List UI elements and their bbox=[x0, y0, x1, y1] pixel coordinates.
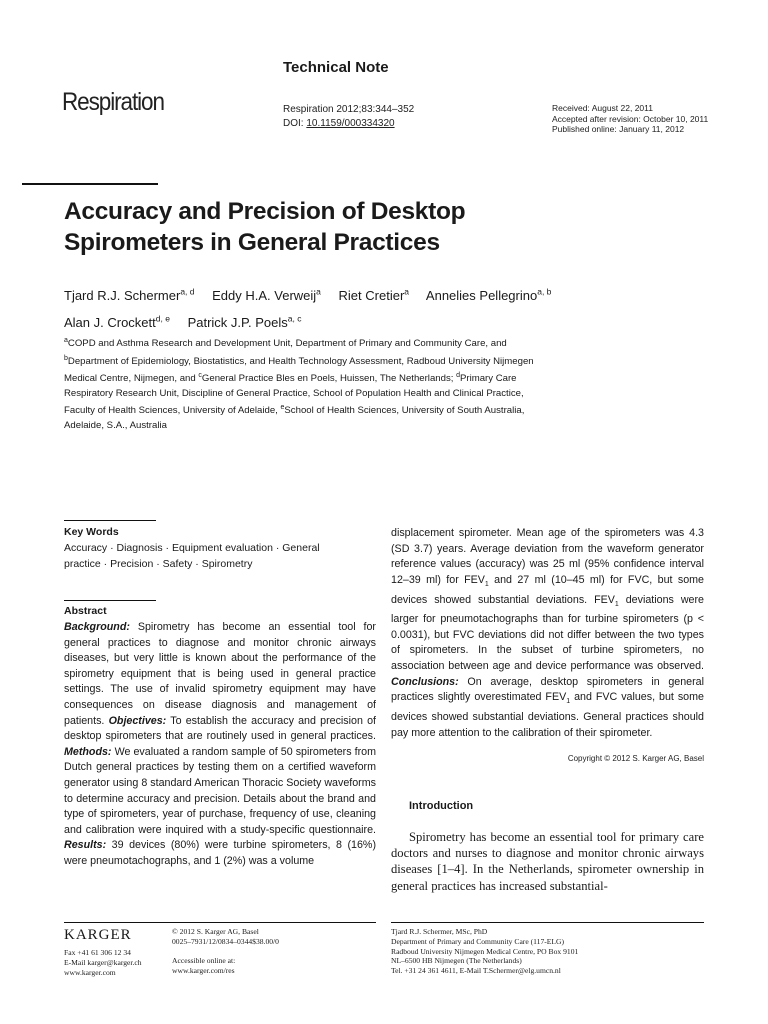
results-label: Results: bbox=[64, 839, 107, 852]
publisher-email[interactable]: E-Mail karger@karger.ch bbox=[64, 957, 142, 967]
author bbox=[339, 288, 409, 303]
affil-text: Department of Epidemiology, Biostatistics, and Health Technology Assessment, Radboud University Nijmegen bbox=[67, 355, 534, 367]
author bbox=[64, 288, 195, 303]
affil-text: COPD and Asthma Research and Development Unit, Department of Primary and Community Care, and bbox=[67, 338, 507, 350]
results-text-cont: and 27 ml (10–45 ml) for FVC, but some devices showed substantial deviations. FEV bbox=[391, 573, 704, 606]
author-line-1 bbox=[64, 281, 684, 307]
correspondence bbox=[391, 927, 578, 976]
affil-line bbox=[64, 334, 604, 352]
affil-sup: b bbox=[64, 354, 68, 362]
subscript: 1 bbox=[566, 698, 571, 706]
spacer bbox=[172, 947, 279, 957]
corr-inst: Radboud University Nijmegen Medical Centre, PO Box 9101 bbox=[391, 946, 579, 956]
affil-text: General Practice Bles en Poels, Huissen, The Netherlands; bbox=[201, 373, 457, 385]
results-text-cont: deviations were larger for pneumotachographs than for turbine spirometers (p < 0.0031), but FVC deviations did not differ between the two types of spirometers. In the subset of turbine spirometers, no association between age and device performance was observed. bbox=[391, 593, 704, 673]
author-affil-sup: a, b bbox=[537, 287, 552, 297]
keywords-line-1: Accuracy · Diagnosis · Equipment evaluation · General bbox=[64, 542, 320, 554]
author bbox=[188, 315, 302, 330]
conclusions-text: On average, desktop spirometers in general practices slightly overestimated FEV bbox=[391, 675, 704, 704]
abstract-body-left bbox=[64, 620, 376, 870]
citation-block bbox=[283, 103, 414, 131]
article-title bbox=[64, 196, 604, 258]
title-divider bbox=[22, 183, 158, 185]
methods-text: We evaluated a random sample of 50 spirometers from Dutch general practices by testing them on a certified waveform generator using 8 standard American Thoracic Society waveforms to determine accuracy and precision. Details about the brand and type of spirometers, year of purchase, frequency of use, cleaning and calibration were inquired with a study-specific questionnaire. bbox=[64, 745, 376, 836]
corr-contact[interactable]: Tel. +31 24 361 4611, E-Mail T.Schermer@elg.umcn.nl bbox=[391, 966, 561, 976]
doi-link[interactable]: 10.1159/000334320 bbox=[306, 118, 395, 129]
abstract-body-right bbox=[391, 526, 704, 741]
doi-line bbox=[283, 117, 414, 131]
background-text: Spirometry has become an essential tool for general practices to diagnose and monitor chronic airways diseases, but very little is known about the performance of the spirometry equipment that is being used in general practice settings. The use of invalid spirometry equipment may have consequences on disease diagnosis and management of patients. bbox=[64, 621, 376, 727]
abstract-copyright: Copyright © 2012 S. Karger AG, Basel bbox=[567, 754, 704, 763]
affil-sup: e bbox=[280, 404, 285, 412]
affil-sup: c bbox=[198, 372, 202, 380]
conclusions-text: and FVC values, but some devices showed substantial deviations. General practices should pay more attention to the calibration of their spirometer. bbox=[391, 691, 704, 739]
author-name: Eddy H.A. Verweij bbox=[212, 288, 317, 304]
author bbox=[64, 315, 170, 330]
keywords-list bbox=[64, 541, 364, 572]
affil-line bbox=[64, 401, 604, 419]
pub-issn: 0025–7931/12/0834–0344$38.00/0 bbox=[172, 936, 279, 946]
affiliations bbox=[64, 334, 604, 433]
introduction-heading: Introduction bbox=[409, 800, 474, 812]
author-affil-sup: a, d bbox=[180, 287, 195, 297]
abstract-heading: Abstract bbox=[64, 605, 107, 617]
author-name: Alan J. Crockett bbox=[64, 314, 156, 330]
affil-text: Faculty of Health Sciences, University of Adelaide, bbox=[64, 405, 281, 417]
methods-label: Methods: bbox=[64, 745, 112, 758]
affil-sup: d bbox=[456, 372, 460, 380]
author-name: Annelies Pellegrino bbox=[425, 288, 538, 304]
corr-name: Tjard R.J. Schermer, MSc, PhD bbox=[391, 927, 488, 936]
author bbox=[426, 288, 551, 303]
publication-info bbox=[172, 927, 279, 976]
corr-city: NL–6500 HB Nijmegen (The Netherlands) bbox=[391, 956, 522, 966]
author-line-2 bbox=[64, 307, 684, 333]
footer-rule-right bbox=[391, 922, 704, 923]
corr-dept: Department of Primary and Community Care (117-ELG) bbox=[391, 936, 565, 946]
keywords-line-2: practice · Precision · Safety · Spirometry bbox=[64, 557, 253, 570]
affil-text: Medical Centre, Nijmegen, and bbox=[64, 373, 199, 385]
article-dates bbox=[552, 103, 708, 135]
background-label: Background: bbox=[64, 621, 130, 633]
affil-line bbox=[64, 352, 604, 370]
affil-line bbox=[64, 369, 604, 387]
keywords-heading: Key Words bbox=[64, 526, 119, 538]
author-affil-sup: a bbox=[404, 287, 410, 297]
author-name: Patrick J.P. Poels bbox=[187, 314, 288, 330]
author-name: Tjard R.J. Schermer bbox=[64, 288, 181, 304]
objectives-text: To establish the accuracy and precision of desktop spirometers that are routinely used in general practices. bbox=[64, 714, 377, 743]
affil-line: Adelaide, S.A., Australia bbox=[64, 419, 167, 431]
accessible-label: Accessible online at: bbox=[172, 956, 236, 966]
author-list bbox=[64, 281, 684, 334]
abstract-rule bbox=[64, 600, 156, 601]
accessible-url[interactable]: www.karger.com/res bbox=[172, 966, 235, 976]
keywords-rule bbox=[64, 520, 156, 521]
title-line-1: Accuracy and Precision of Desktop bbox=[64, 198, 466, 225]
publisher-fax: Fax +41 61 306 12 34 bbox=[64, 948, 131, 957]
affil-sup: a bbox=[64, 337, 68, 344]
footer-rule-left bbox=[64, 922, 376, 923]
received-date: Received: August 22, 2011 bbox=[552, 103, 653, 113]
results-text: 39 devices (80%) were turbine spirometers, 8 (16%) were pneumotachographs, and 1 (2%) was a volume bbox=[64, 839, 376, 867]
publisher-contact bbox=[64, 948, 142, 977]
author-affil-sup: a bbox=[316, 287, 321, 297]
accepted-date: Accepted after revision: October 10, 2011 bbox=[552, 113, 709, 124]
pub-copyright: © 2012 S. Karger AG, Basel bbox=[172, 927, 259, 936]
objectives-label: Objectives: bbox=[108, 714, 167, 727]
journal-logo: Respiration bbox=[62, 88, 164, 116]
author-name: Riet Cretier bbox=[338, 288, 405, 304]
publisher-web[interactable]: www.karger.com bbox=[64, 967, 116, 977]
article-type-label: Technical Note bbox=[283, 59, 389, 76]
title-line-2: Spirometers in General Practices bbox=[64, 229, 440, 256]
subscript: 1 bbox=[614, 600, 619, 608]
citation-text: Respiration 2012;83:344–352 bbox=[283, 104, 415, 115]
author-affil-sup: d, e bbox=[155, 313, 170, 324]
affil-text: Primary Care bbox=[459, 373, 517, 385]
publisher-logo: KARGER bbox=[64, 927, 132, 943]
subscript: 1 bbox=[484, 580, 489, 588]
doi-label: DOI: bbox=[283, 118, 304, 129]
affil-text: School of Health Sciences, University of South Australia, bbox=[284, 405, 525, 417]
conclusions-label: Conclusions: bbox=[391, 675, 459, 688]
author-affil-sup: a, c bbox=[287, 313, 302, 324]
author bbox=[212, 288, 321, 303]
affil-line: Respiratory Research Unit, Discipline of General Practice, School of Population Health and Clinical Practice, bbox=[64, 387, 524, 399]
results-text-cont: displacement spirometer. Mean age of the spirometers was 4.3 (SD 3.7) years. Average deviation from the waveform generator reference values (accuracy) was 25 ml (95% confidence interval 12–39 ml) for FEV bbox=[391, 527, 704, 586]
published-date: Published online: January 11, 2012 bbox=[552, 124, 685, 134]
introduction-text: Spirometry has become an essential tool for primary care doctors and nurses to diagnose and monitor chronic airways diseases [1–4]. In the Netherlands, spirometer ownership in general practices has increased substantial- bbox=[391, 830, 704, 893]
